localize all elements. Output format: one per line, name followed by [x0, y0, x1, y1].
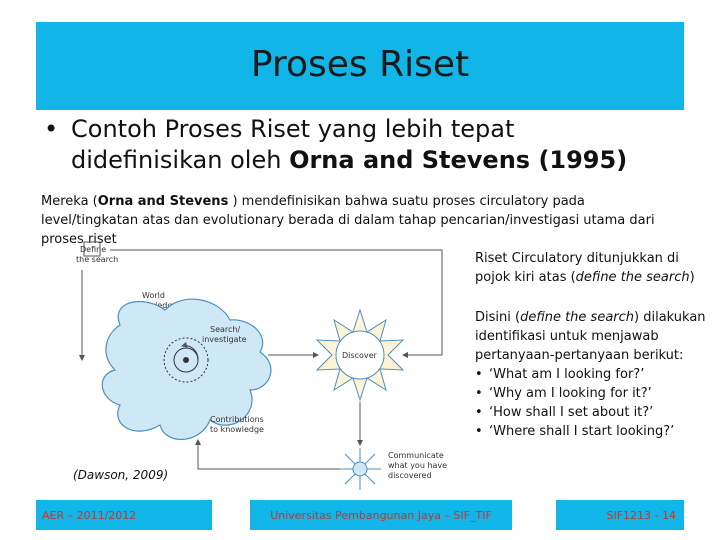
flow-line-return — [198, 440, 340, 469]
footer-right: SIF1213 - 14 — [556, 500, 684, 530]
main-bullet — [44, 114, 684, 176]
research-process-diagram — [70, 240, 470, 495]
define-label-1: Define — [80, 245, 107, 254]
contrib-label-1: Contributions — [210, 415, 264, 424]
bullet-line2-bold: Orna and Stevens (1995) — [289, 146, 628, 174]
define-search-node — [76, 242, 118, 264]
contrib-label-2: to knowledge — [210, 425, 264, 434]
discover-label: Discover — [342, 351, 377, 360]
citation: (Dawson, 2009) — [73, 468, 169, 482]
paragraph-bold: Orna and Stevens — [97, 194, 229, 209]
questions-note — [475, 308, 710, 441]
communicate-node — [339, 448, 381, 490]
comm-label-3: discovered — [388, 471, 432, 480]
circ-part2: ) — [689, 270, 695, 285]
question-item: • ‘Where shall I start looking?’ — [475, 422, 710, 441]
comm-label-2: what you have — [388, 461, 448, 470]
bullet-text — [71, 114, 684, 176]
q-intro2: ) dilakukan identifikasi untuk menjawab pertanyaan-pertanyaan berikut: — [475, 310, 706, 363]
questions-list — [475, 365, 710, 441]
bullet-line2: didefinisikan oleh — [71, 146, 290, 174]
circ-part1: Riset Circulatory ditunjukkan di pojok kiri atas ( — [475, 251, 679, 285]
search-label-2: investigate — [202, 335, 247, 344]
paragraph-part1: Mereka ( — [41, 194, 98, 209]
question-item: • ‘How shall I set about it?’ — [475, 403, 710, 422]
question-item: • ‘What am I looking for?’ — [475, 365, 710, 384]
bullet-dot-icon: • — [44, 115, 59, 143]
footer-left: AER – 2011/2012 — [36, 500, 212, 530]
questions-intro — [475, 308, 710, 365]
world-label-1: World — [142, 291, 165, 300]
search-label-1: Search/ — [210, 325, 241, 334]
q-intro-italic: define the search — [520, 310, 635, 325]
q-intro1: Disini ( — [475, 310, 521, 325]
define-label-2: the search — [76, 255, 119, 264]
paragraph-part2: ) mendefinisikan bahwa suatu proses circulatory pada level/tingkatan atas dan evolutionary berada di dalam tahap pencarian/investigasi utama dari proses riset — [41, 194, 655, 247]
circ-italic: define the search — [575, 270, 690, 285]
page-title: Proses Riset — [250, 44, 470, 85]
footer-center: Universitas Pembangunan Jaya – SIF_TIF — [250, 500, 512, 530]
title-bar — [36, 22, 684, 110]
question-item: • ‘Why am I looking for it?’ — [475, 384, 710, 403]
discover-node — [317, 310, 403, 400]
bullet-line1: Contoh Proses Riset yang lebih tepat — [71, 115, 515, 143]
circulatory-note — [475, 249, 710, 287]
comm-label-1: Communicate — [388, 451, 444, 460]
